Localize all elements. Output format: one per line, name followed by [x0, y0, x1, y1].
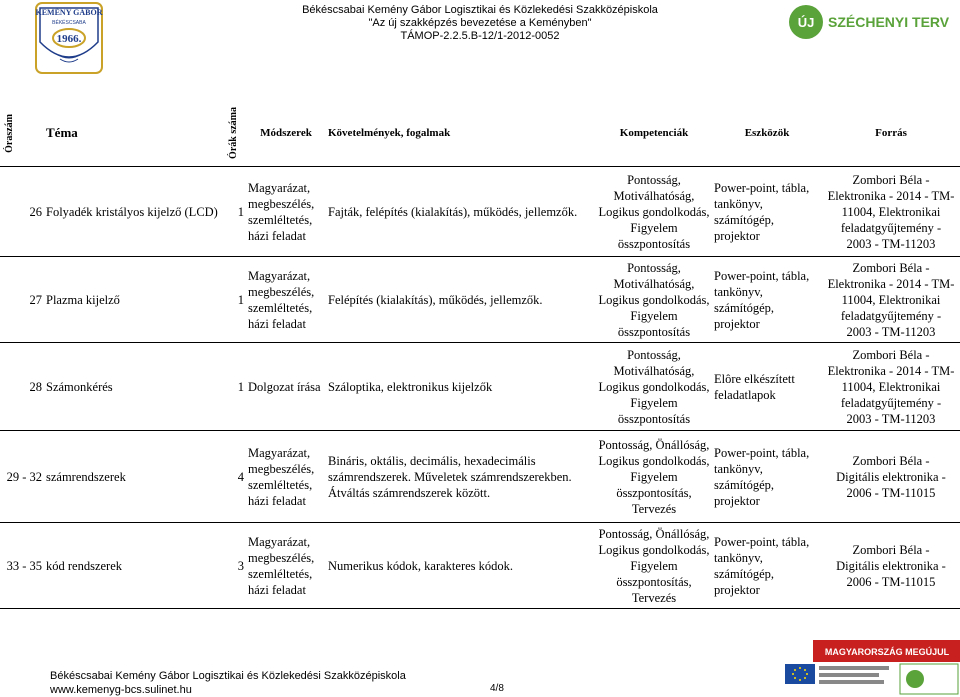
cell-modszerek-line: Magyarázat, — [248, 534, 311, 549]
header-kovetelmenyek: Követelmények, fogalmak — [326, 100, 596, 167]
szechenyi-uj-text: ÚJ — [797, 15, 815, 30]
logo-year-text: 1966. — [56, 33, 82, 45]
logo-name-text: KEMÉNY GÁBOR — [35, 8, 103, 17]
eu-funding-badge — [785, 640, 960, 697]
cell-forras-line: Elektronika - 2014 - TM- — [827, 188, 955, 203]
cell-kompetenciak-line: összpontosítás, — [616, 574, 692, 589]
cell-kompetenciak — [596, 257, 712, 343]
cell-kompetenciak-line: Motiválhatóság, — [613, 363, 695, 378]
header-modszerek: Módszerek — [246, 100, 326, 167]
cell-forras-line: 2003 - TM-11203 — [846, 236, 936, 251]
cell-oraszam: 27 — [0, 257, 44, 343]
header-kompetenciak: Kompetenciák — [596, 100, 712, 167]
cell-eszkozok-line: számítógép, projektor — [714, 477, 775, 508]
cell-eszkozok-line: tankönyv, — [714, 461, 763, 476]
cell-kovetelmenyek: Fajták, felépítés (kialakítás), működés, jellemzők. — [326, 167, 596, 257]
cell-tema: Számonkérés — [44, 343, 224, 431]
cell-orak-szama: 4 — [224, 431, 246, 523]
cell-modszerek-line: Dolgozat írása — [248, 379, 321, 394]
cell-kovetelmenyek: Bináris, oktális, decimális, hexadecimális számrendszerek. Műveletek számrendszerekben. Átváltás számrendszerek között. — [326, 431, 596, 523]
cell-modszerek-line: szemléltetés, — [248, 212, 313, 227]
cell-eszkozok — [712, 167, 822, 257]
cell-modszerek-line: házi feladat — [248, 316, 306, 331]
cell-eszkozok-line: számítógép, projektor — [714, 212, 775, 243]
cell-kovetelmenyek: Numerikus kódok, karakteres kódok. — [326, 523, 596, 609]
cell-eszkozok-line: Power-point, tábla, — [714, 180, 810, 195]
cell-kompetenciak-line: Figyelem — [630, 558, 678, 573]
cell-eszkozok-line: számítógép, projektor — [714, 566, 775, 597]
cell-eszkozok — [712, 343, 822, 431]
footer-url[interactable]: www.kemenyg-bcs.sulinet.hu — [50, 684, 192, 696]
cell-kompetenciak-line: összpontosítás, — [616, 485, 692, 500]
document-header — [280, 4, 680, 43]
cell-kompetenciak-line: Pontosság, Önállóság, — [598, 526, 710, 541]
cell-forras-line: Zombori Béla - — [852, 260, 930, 275]
header-project-title: "Az új szakképzés bevezetése a Keményben" — [368, 17, 592, 29]
cell-eszkozok-line: Power-point, tábla, — [714, 268, 810, 283]
szechenyi-terv-logo — [788, 2, 956, 42]
header-forras: Forrás — [822, 100, 960, 167]
cell-kompetenciak-line: Figyelem — [630, 308, 678, 323]
cell-forras — [822, 431, 960, 523]
cell-modszerek-line: Magyarázat, — [248, 180, 311, 195]
cell-kompetenciak-line: Pontosság, — [627, 347, 681, 362]
table-row — [0, 431, 960, 523]
cell-kompetenciak-line: összpontosítás — [617, 236, 691, 251]
cell-orak-szama: 1 — [224, 167, 246, 257]
table-header-row — [0, 100, 960, 167]
cell-modszerek-line: Magyarázat, — [248, 268, 311, 283]
cell-kovetelmenyek: Felépítés (kialakítás), működés, jellemzők. — [326, 257, 596, 343]
logo-city-text: BÉKÉSCSABA — [52, 20, 86, 26]
cell-kompetenciak — [596, 343, 712, 431]
cell-kompetenciak — [596, 431, 712, 523]
cell-kompetenciak-line: Pontosság, Önállóság, — [598, 437, 710, 452]
cell-modszerek — [246, 167, 326, 257]
cell-modszerek-line: házi feladat — [248, 228, 306, 243]
cell-forras-line: 2006 - TM-11015 — [846, 574, 936, 589]
cell-forras — [822, 167, 960, 257]
cell-forras-line: 11004, Elektronikai — [841, 292, 941, 307]
szechenyi-terv-text: SZÉCHENYI TERV — [828, 14, 950, 30]
cell-modszerek-line: házi feladat — [248, 493, 306, 508]
cell-eszkozok — [712, 431, 822, 523]
cell-kovetelmenyek: Száloptika, elektronikus kijelzők — [326, 343, 596, 431]
cell-kompetenciak-line: összpontosítás — [617, 411, 691, 426]
cell-modszerek-line: szemléltetés, — [248, 477, 313, 492]
table-row — [0, 343, 960, 431]
cell-modszerek-line: Magyarázat, — [248, 445, 311, 460]
cell-oraszam: 29 - 32 — [0, 431, 44, 523]
cell-modszerek-line: megbeszélés, — [248, 196, 315, 211]
cell-tema: Plazma kijelző — [44, 257, 224, 343]
cell-eszkozok — [712, 523, 822, 609]
cell-forras — [822, 523, 960, 609]
cell-eszkozok-line: feladatlapok — [714, 387, 776, 402]
cell-tema: Folyadék kristályos kijelző (LCD) — [44, 167, 224, 257]
table-row — [0, 167, 960, 257]
cell-oraszam: 26 — [0, 167, 44, 257]
footer-school-name: Békéscsabai Kemény Gábor Logisztikai és Közlekedési Szakközépiskola — [50, 670, 406, 682]
cell-kompetenciak-line: Tervezés — [631, 501, 677, 516]
table-row — [0, 523, 960, 609]
cell-oraszam: 33 - 35 — [0, 523, 44, 609]
cell-forras-line: Elektronika - 2014 - TM- — [827, 363, 955, 378]
cell-kompetenciak-line: Figyelem — [630, 395, 678, 410]
cell-forras-line: 11004, Elektronikai — [841, 204, 941, 219]
cell-forras-line: 2003 - TM-11203 — [846, 411, 936, 426]
cell-eszkozok-line: tankönyv, — [714, 550, 763, 565]
table-row — [0, 257, 960, 343]
cell-kompetenciak-line: Pontosság, — [627, 260, 681, 275]
cell-kompetenciak-line: Logikus gondolkodás, — [598, 204, 710, 219]
curriculum-table — [0, 100, 960, 609]
cell-kompetenciak-line: Logikus gondolkodás, — [598, 292, 710, 307]
cell-forras-line: feladatgyűjtemény - — [840, 308, 942, 323]
cell-forras-line: 11004, Elektronikai — [841, 379, 941, 394]
cell-kompetenciak — [596, 167, 712, 257]
cell-modszerek — [246, 523, 326, 609]
cell-tema: kód rendszerek — [44, 523, 224, 609]
header-school-name: Békéscsabai Kemény Gábor Logisztikai és Közlekedési Szakközépiskola — [302, 4, 658, 16]
school-logo — [34, 2, 104, 74]
cell-oraszam: 28 — [0, 343, 44, 431]
cell-eszkozok-line: Elôre elkészített — [714, 371, 795, 386]
cell-modszerek-line: szemléltetés, — [248, 300, 313, 315]
cell-modszerek-line: megbeszélés, — [248, 550, 315, 565]
cell-orak-szama: 1 — [224, 343, 246, 431]
page-footer — [50, 669, 406, 697]
cell-kompetenciak-line: Motiválhatóság, — [613, 188, 695, 203]
cell-forras-line: Zombori Béla - — [852, 542, 930, 557]
cell-modszerek-line: házi feladat — [248, 582, 306, 597]
cell-forras-line: Digitális elektronika - — [836, 469, 946, 484]
cell-modszerek — [246, 257, 326, 343]
cell-modszerek-line: megbeszélés, — [248, 284, 315, 299]
cell-eszkozok-line: Power-point, tábla, — [714, 445, 810, 460]
cell-modszerek-line: szemléltetés, — [248, 566, 313, 581]
cell-eszkozok — [712, 257, 822, 343]
cell-kompetenciak-line: Logikus gondolkodás, — [598, 453, 710, 468]
cell-kompetenciak-line: Pontosság, — [627, 172, 681, 187]
header-orak-szama: Órák száma — [224, 100, 246, 167]
header-eszkozok: Eszközök — [712, 100, 822, 167]
header-oraszam: Óraszám — [0, 100, 44, 167]
cell-forras-line: feladatgyűjtemény - — [840, 220, 942, 235]
cell-modszerek — [246, 343, 326, 431]
cell-forras-line: Zombori Béla - — [852, 347, 930, 362]
cell-eszkozok-line: Power-point, tábla, — [714, 534, 810, 549]
cell-tema: számrendszerek — [44, 431, 224, 523]
cell-kompetenciak-line: Logikus gondolkodás, — [598, 542, 710, 557]
cell-forras — [822, 257, 960, 343]
cell-orak-szama: 1 — [224, 257, 246, 343]
cell-orak-szama: 3 — [224, 523, 246, 609]
eu-badge-text: MAGYARORSZÁG MEGÚJUL — [824, 647, 950, 657]
cell-forras-line: Zombori Béla - — [852, 453, 930, 468]
cell-kompetenciak-line: Motiválhatóság, — [613, 276, 695, 291]
cell-forras — [822, 343, 960, 431]
cell-kompetenciak-line: összpontosítás — [617, 324, 691, 339]
cell-modszerek — [246, 431, 326, 523]
cell-kompetenciak-line: Logikus gondolkodás, — [598, 379, 710, 394]
cell-forras-line: 2003 - TM-11203 — [846, 324, 936, 339]
cell-kompetenciak-line: Figyelem — [630, 469, 678, 484]
cell-forras-line: Digitális elektronika - — [836, 558, 946, 573]
cell-eszkozok-line: számítógép, projektor — [714, 300, 775, 331]
header-project-code: TÁMOP-2.2.5.B-12/1-2012-0052 — [400, 30, 560, 42]
cell-modszerek-line: megbeszélés, — [248, 461, 315, 476]
page-number: 4/8 — [490, 683, 504, 694]
cell-forras-line: 2006 - TM-11015 — [846, 485, 936, 500]
cell-kompetenciak-line: Tervezés — [631, 590, 677, 605]
cell-forras-line: Elektronika - 2014 - TM- — [827, 276, 955, 291]
cell-kompetenciak-line: Figyelem — [630, 220, 678, 235]
cell-eszkozok-line: tankönyv, — [714, 284, 763, 299]
cell-eszkozok-line: tankönyv, — [714, 196, 763, 211]
header-tema: Téma — [44, 100, 224, 167]
cell-forras-line: Zombori Béla - — [852, 172, 930, 187]
cell-kompetenciak — [596, 523, 712, 609]
cell-forras-line: feladatgyűjtemény - — [840, 395, 942, 410]
